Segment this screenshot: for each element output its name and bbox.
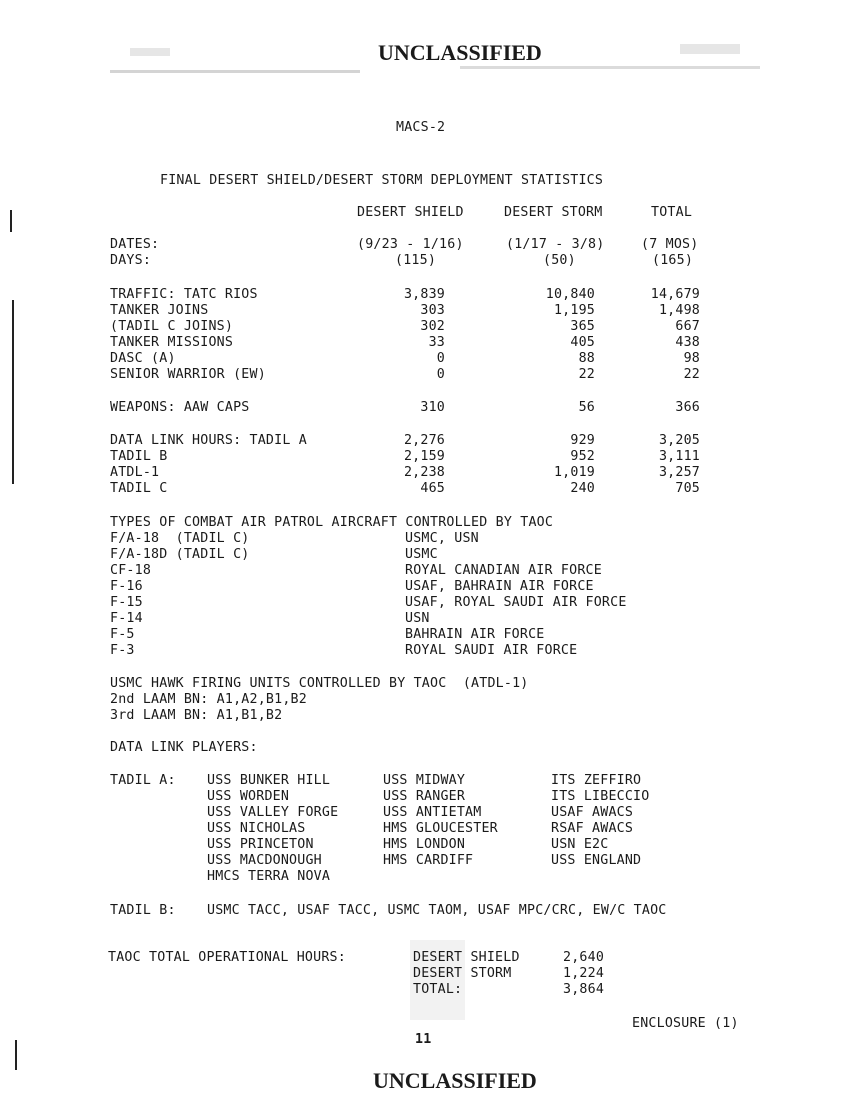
player-name: HMS GLOUCESTER bbox=[383, 821, 498, 836]
stat-label: DASC (A) bbox=[110, 351, 176, 366]
cap-operator: USAF, BAHRAIN AIR FORCE bbox=[405, 579, 594, 594]
tadil-b-label: TADIL B: bbox=[110, 903, 176, 918]
players-heading: DATA LINK PLAYERS: bbox=[110, 740, 258, 755]
stat-storm: 365 bbox=[570, 319, 595, 334]
hawk-unit-line: 3rd LAAM BN: A1,B1,B2 bbox=[110, 708, 283, 723]
player-name: HMS LONDON bbox=[383, 837, 466, 852]
cap-aircraft: F-3 bbox=[110, 643, 135, 658]
stat-shield: (115) bbox=[395, 253, 437, 268]
scan-noise bbox=[460, 66, 760, 69]
stat-total: 1,498 bbox=[658, 303, 700, 318]
stat-shield: 310 bbox=[420, 400, 445, 415]
hours-name: TOTAL: bbox=[413, 982, 463, 997]
stat-storm: 88 bbox=[578, 351, 595, 366]
stat-total: (7 MOS) bbox=[641, 237, 699, 252]
player-name: ITS LIBECCIO bbox=[551, 789, 650, 804]
stat-shield: 2,276 bbox=[403, 433, 445, 448]
hawk-unit-line: 2nd LAAM BN: A1,A2,B1,B2 bbox=[110, 692, 307, 707]
cap-aircraft: F-5 bbox=[110, 627, 135, 642]
stat-shield: 465 bbox=[420, 481, 445, 496]
stat-shield: 303 bbox=[420, 303, 445, 318]
cap-operator: USMC bbox=[405, 547, 438, 562]
enclosure-label: ENCLOSURE (1) bbox=[632, 1016, 739, 1031]
stat-storm: 56 bbox=[578, 400, 595, 415]
player-name: USS ANTIETAM bbox=[383, 805, 482, 820]
hawk-heading: USMC HAWK FIRING UNITS CONTROLLED BY TAOC (ATDL-1) bbox=[110, 676, 529, 691]
stat-shield: 302 bbox=[420, 319, 445, 334]
stat-storm: 10,840 bbox=[545, 287, 595, 302]
scan-noise bbox=[130, 48, 170, 56]
col-header-desert-shield: DESERT SHIELD bbox=[357, 205, 464, 220]
margin-mark bbox=[12, 300, 14, 484]
cap-operator: USAF, ROYAL SAUDI AIR FORCE bbox=[405, 595, 627, 610]
stat-total: 366 bbox=[675, 400, 700, 415]
stat-storm: (50) bbox=[543, 253, 576, 268]
player-name: USS WORDEN bbox=[207, 789, 290, 804]
stat-total: 438 bbox=[675, 335, 700, 350]
stat-total: 22 bbox=[683, 367, 700, 382]
stat-shield: 33 bbox=[428, 335, 445, 350]
stat-shield: 0 bbox=[436, 351, 445, 366]
stat-label: TADIL C bbox=[110, 481, 168, 496]
cap-operator: USN bbox=[405, 611, 430, 626]
cap-aircraft: F-16 bbox=[110, 579, 143, 594]
stat-storm: 240 bbox=[570, 481, 595, 496]
stat-label: DATA LINK HOURS: TADIL A bbox=[110, 433, 307, 448]
classification-banner-bottom: UNCLASSIFIED bbox=[373, 1068, 537, 1093]
cap-aircraft: F-15 bbox=[110, 595, 143, 610]
stat-label: TANKER JOINS bbox=[110, 303, 209, 318]
hours-name: DESERT STORM bbox=[413, 966, 512, 981]
player-name: USS MIDWAY bbox=[383, 773, 466, 788]
tadil-a-label: TADIL A: bbox=[110, 773, 176, 788]
stat-storm: (1/17 - 3/8) bbox=[506, 237, 605, 252]
cap-aircraft: F/A-18 (TADIL C) bbox=[110, 531, 250, 546]
stat-shield: 3,839 bbox=[403, 287, 445, 302]
hours-value: 1,224 bbox=[563, 966, 605, 981]
player-name: USN E2C bbox=[551, 837, 609, 852]
cap-aircraft: F/A-18D (TADIL C) bbox=[110, 547, 250, 562]
stat-total: 98 bbox=[683, 351, 700, 366]
tadil-b-players: USMC TACC, USAF TACC, USMC TAOM, USAF MPC/CRC, EW/C TAOC bbox=[207, 903, 667, 918]
player-name: USS ENGLAND bbox=[551, 853, 642, 868]
stat-label: TRAFFIC: TATC RIOS bbox=[110, 287, 258, 302]
player-name: USS BUNKER HILL bbox=[207, 773, 331, 788]
player-name: ITS ZEFFIRO bbox=[551, 773, 642, 788]
hours-value: 2,640 bbox=[563, 950, 605, 965]
stat-shield: 2,159 bbox=[403, 449, 445, 464]
stat-total: 705 bbox=[675, 481, 700, 496]
player-name: USS PRINCETON bbox=[207, 837, 314, 852]
margin-mark bbox=[15, 1040, 17, 1070]
stat-label: DATES: bbox=[110, 237, 160, 252]
stat-label: TADIL B bbox=[110, 449, 168, 464]
stat-label: DAYS: bbox=[110, 253, 152, 268]
player-name: USS MACDONOUGH bbox=[207, 853, 322, 868]
stat-storm: 1,195 bbox=[553, 303, 595, 318]
player-name: USS VALLEY FORGE bbox=[207, 805, 339, 820]
page-title: FINAL DESERT SHIELD/DESERT STORM DEPLOYMENT STATISTICS bbox=[160, 173, 604, 188]
stat-label: ATDL-1 bbox=[110, 465, 160, 480]
player-name: RSAF AWACS bbox=[551, 821, 634, 836]
stat-storm: 1,019 bbox=[553, 465, 595, 480]
stat-storm: 22 bbox=[578, 367, 595, 382]
cap-aircraft: CF-18 bbox=[110, 563, 152, 578]
stat-storm: 952 bbox=[570, 449, 595, 464]
stat-total: 667 bbox=[675, 319, 700, 334]
scan-noise bbox=[680, 44, 740, 54]
page-number: 11 bbox=[415, 1032, 432, 1047]
player-name: USS NICHOLAS bbox=[207, 821, 306, 836]
document-id: MACS-2 bbox=[396, 120, 446, 135]
stat-total: 3,205 bbox=[658, 433, 700, 448]
stat-storm: 929 bbox=[570, 433, 595, 448]
stat-storm: 405 bbox=[570, 335, 595, 350]
classification-banner-top: UNCLASSIFIED bbox=[378, 40, 542, 65]
stat-total: 14,679 bbox=[650, 287, 700, 302]
stat-total: 3,111 bbox=[658, 449, 700, 464]
player-name: HMS CARDIFF bbox=[383, 853, 474, 868]
stat-label: WEAPONS: AAW CAPS bbox=[110, 400, 250, 415]
stat-label: (TADIL C JOINS) bbox=[110, 319, 234, 334]
cap-operator: BAHRAIN AIR FORCE bbox=[405, 627, 545, 642]
margin-mark bbox=[10, 210, 12, 232]
stat-total: 3,257 bbox=[658, 465, 700, 480]
player-name: USS RANGER bbox=[383, 789, 466, 804]
scan-noise bbox=[110, 70, 360, 73]
cap-operator: ROYAL CANADIAN AIR FORCE bbox=[405, 563, 602, 578]
cap-operator: USMC, USN bbox=[405, 531, 479, 546]
hours-name: DESERT SHIELD bbox=[413, 950, 520, 965]
col-header-total: TOTAL bbox=[651, 205, 693, 220]
cap-heading: TYPES OF COMBAT AIR PATROL AIRCRAFT CONTROLLED BY TAOC bbox=[110, 515, 554, 530]
player-name: USAF AWACS bbox=[551, 805, 634, 820]
hours-label: TAOC TOTAL OPERATIONAL HOURS: bbox=[108, 950, 346, 965]
stat-label: TANKER MISSIONS bbox=[110, 335, 234, 350]
cap-aircraft: F-14 bbox=[110, 611, 143, 626]
hours-value: 3,864 bbox=[563, 982, 605, 997]
stat-shield: 2,238 bbox=[403, 465, 445, 480]
stat-shield: (9/23 - 1/16) bbox=[357, 237, 464, 252]
stat-label: SENIOR WARRIOR (EW) bbox=[110, 367, 266, 382]
cap-operator: ROYAL SAUDI AIR FORCE bbox=[405, 643, 578, 658]
col-header-desert-storm: DESERT STORM bbox=[504, 205, 603, 220]
stat-shield: 0 bbox=[436, 367, 445, 382]
stat-total: (165) bbox=[652, 253, 694, 268]
player-name: HMCS TERRA NOVA bbox=[207, 869, 331, 884]
